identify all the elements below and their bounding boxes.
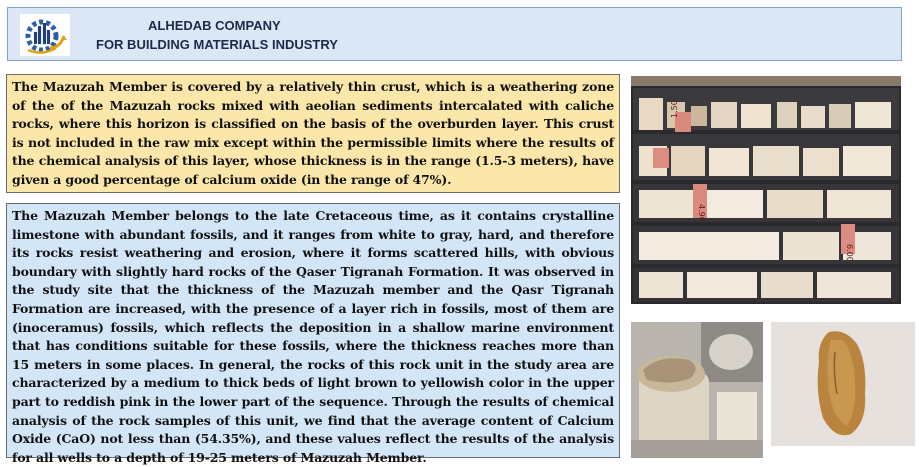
mazuzah-description-box bbox=[6, 203, 620, 465]
core-label-2: 4.90 bbox=[697, 204, 706, 222]
company-header bbox=[7, 7, 902, 61]
company-name bbox=[96, 16, 338, 54]
core-label-3: 6.00 bbox=[845, 244, 854, 262]
core-label-1: 1.50 bbox=[670, 100, 679, 118]
company-logo-icon bbox=[20, 14, 70, 56]
core-box-photo bbox=[631, 76, 901, 304]
core-sample-photo bbox=[631, 322, 763, 458]
company-name-line1: ALHEDAB COMPANY bbox=[148, 18, 281, 33]
crust-description-box bbox=[6, 74, 620, 193]
rock-fragment-photo bbox=[771, 322, 915, 446]
mazuzah-paragraph: The Mazuzah Member belongs to the late Cretaceous time, as it contains crystalline limestone with abundant fossils, and it ranges from white to gray, hard, and therefore its rocks resist weathering and erosion, where it forms scattered hills, with obvious boundary with slightly hard rocks of the Qaser Tigranah Formation. It was observed in the study site that the thickness of the Mazuzah member and the Qasr Tigranah Formation are increased, with the presence of a layer rich in fossils, most of them are (inoceramus) fossils, which reflects the deposition in a shallow marine environment that has conditions suitable for these fossils, where the thickness reaches more than 15 meters in some places. In general, the rocks of this rock unit in the study area are characterized by a medium to thick beds of light brown to yellowish color in the upper part to reddish pink in the lower part of the sequence. Through the results of chemical analysis of the rock samples of this unit, we find that the average content of Calcium Oxide (CaO) not less than (54.35%), and these values reflect the results of the analysis for all wells to a depth of 19-25 meters of Mazuzah Member. bbox=[12, 208, 614, 465]
crust-paragraph: The Mazuzah Member is covered by a relatively thin crust, which is a weathering zone of the of the Mazuzah rocks mixed with aeolian sediments intercalated with caliche rocks, where this horizon is classified on the basis of the overburden layer. This crust is not included in the raw mix except within the permissible limits where the results of the chemical analysis of this layer, whose thickness is in the range (1.5-3 meters), have given a good percentage of calcium oxide (in the range of 47%). bbox=[12, 79, 614, 187]
company-name-line2: FOR BUILDING MATERIALS INDUSTRY bbox=[96, 37, 338, 52]
